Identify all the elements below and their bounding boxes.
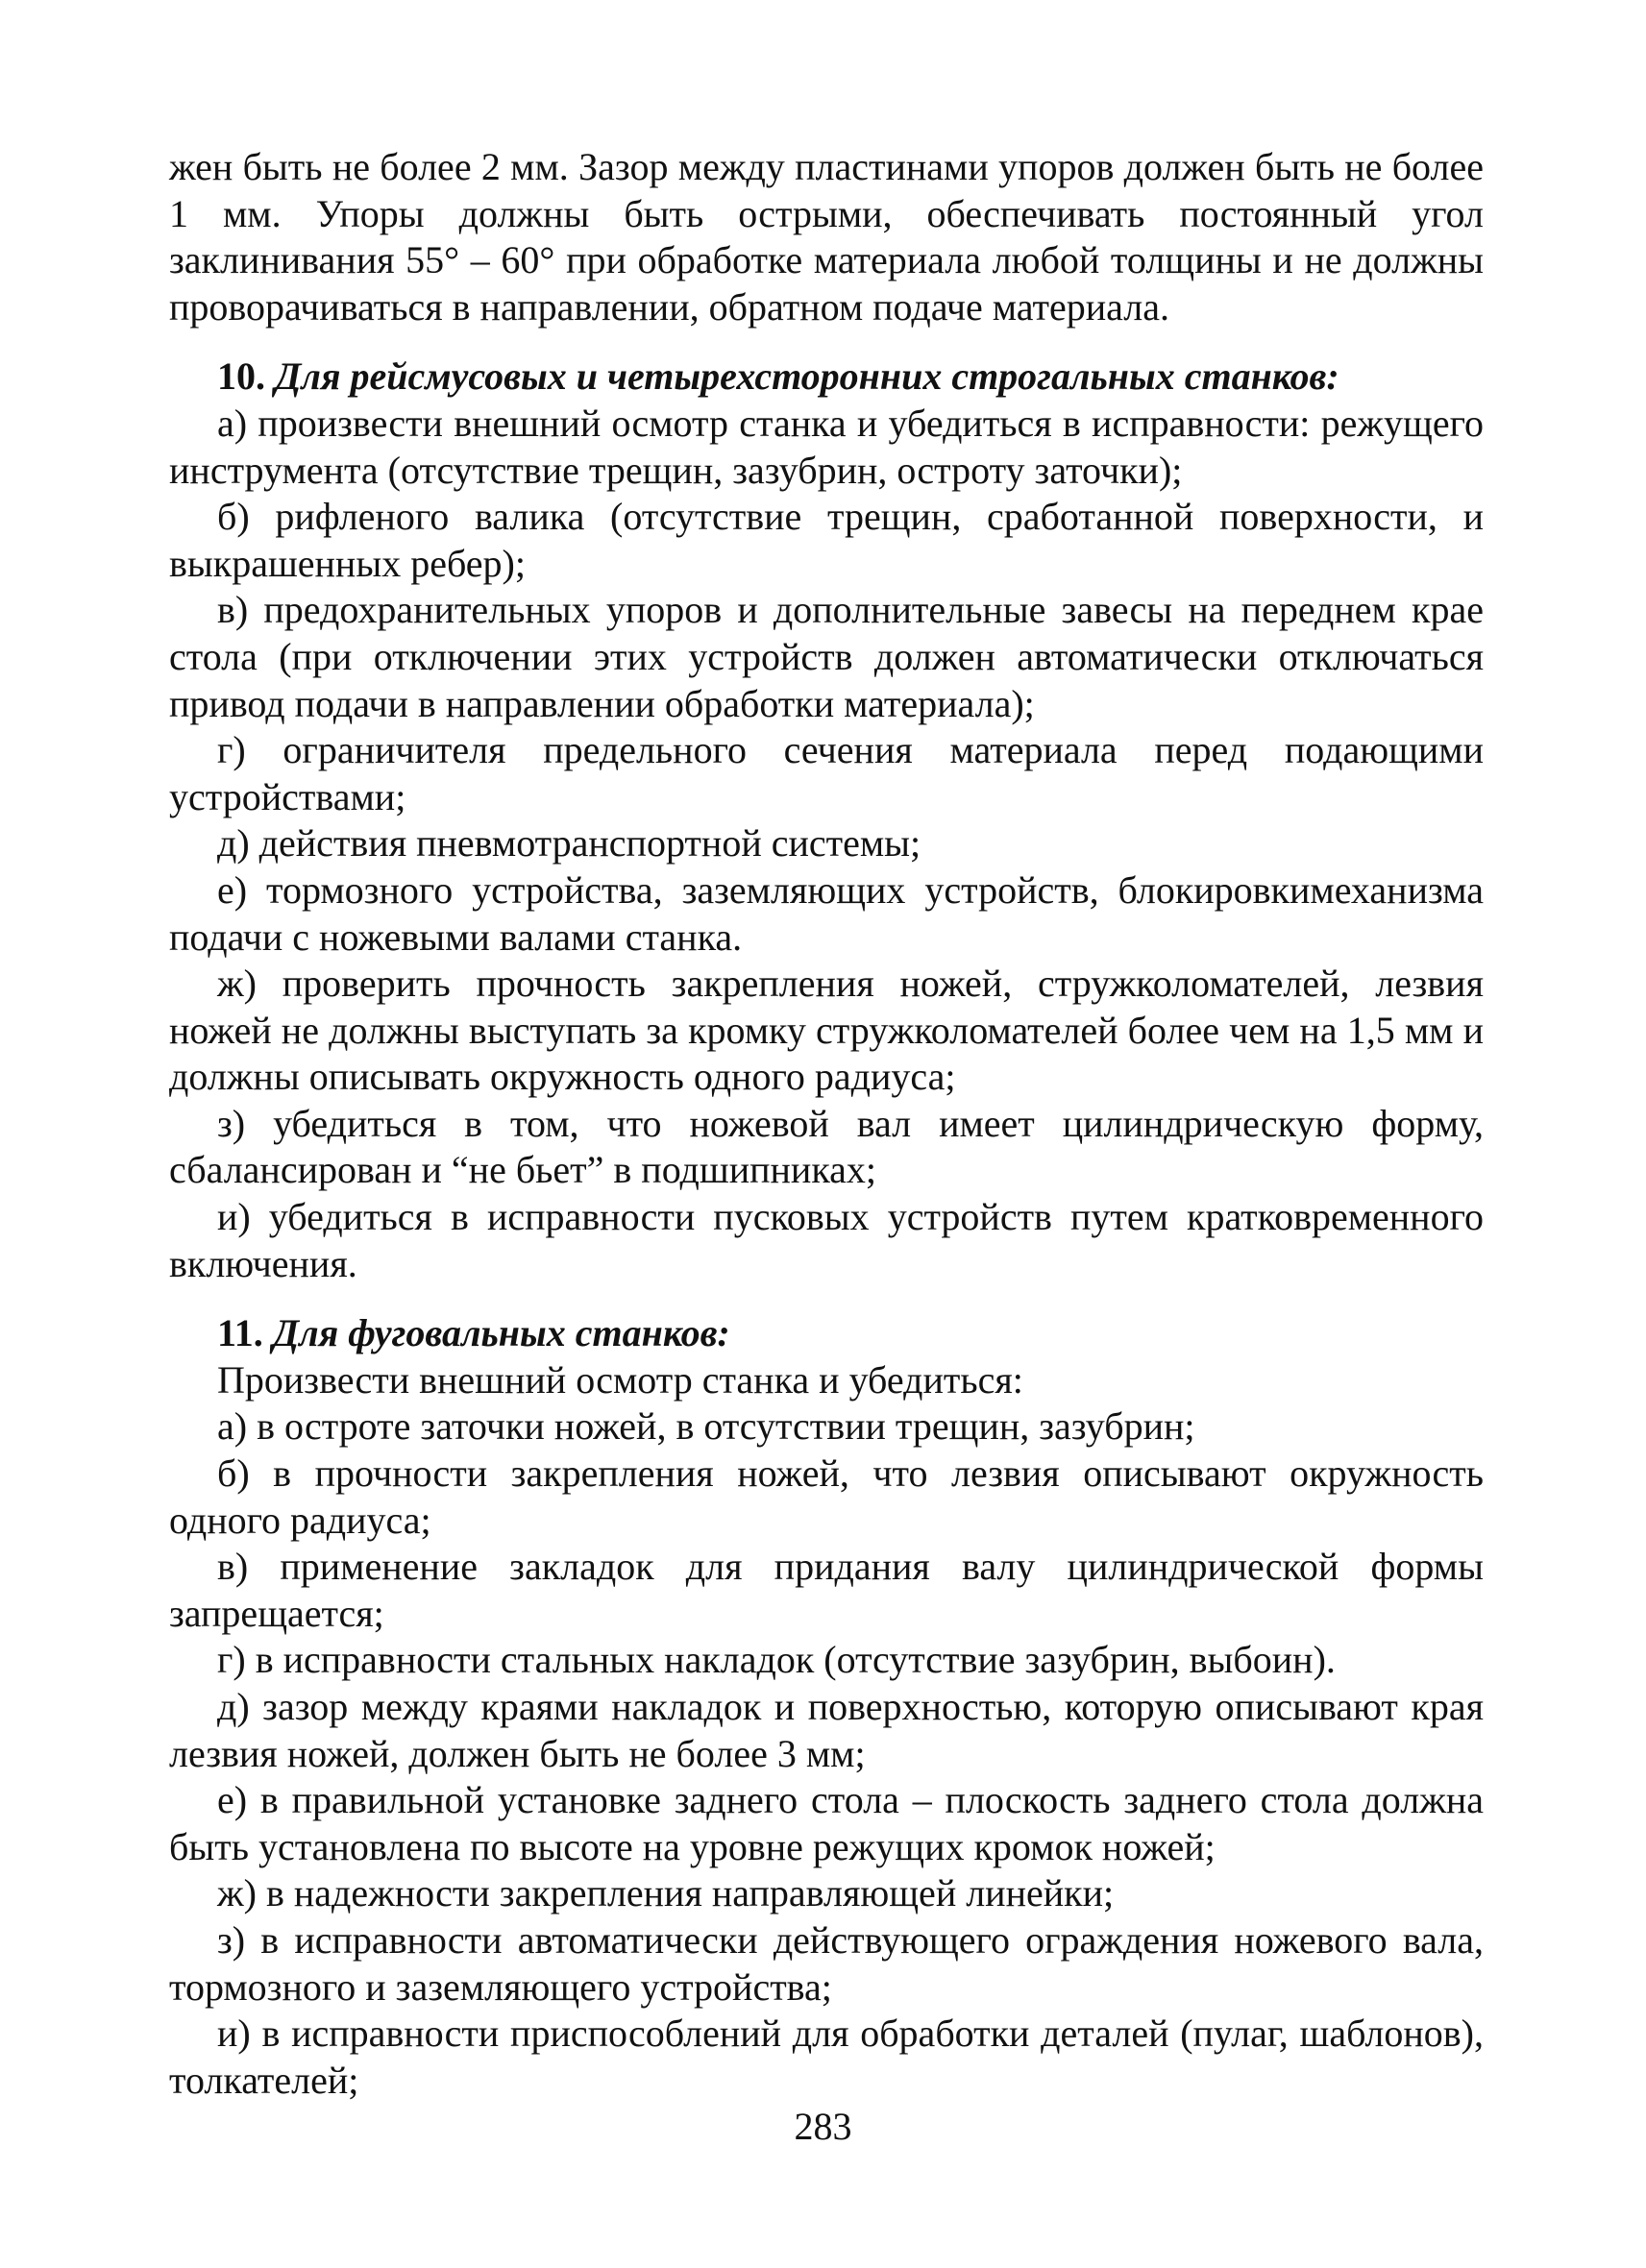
section-11-item: з) в исправности автоматически действующего ограждения ножевого вала, тормозного и заземляющего устройства; (169, 1917, 1484, 2009)
section-10-item: е) тормозного устройства, заземляющих устройств, блокировкимеханизма подачи с ножевыми валами станка. (169, 867, 1484, 959)
section-10-number: 10. (217, 354, 265, 399)
section-11-title: Для фуговальных станков: (272, 1311, 730, 1355)
section-10-item: г) ограничителя предельного сечения материала перед подающими устройствами; (169, 728, 1484, 818)
section-10-item: б) рифленого валика (отсутствие трещин, сработанной поверхности, и выкрашенных ребер); (169, 495, 1484, 585)
section-11-item: в) применение закладок для придания валу цилиндрической формы запрещается; (169, 1545, 1484, 1635)
section-11-item: б) в прочности закрепления ножей, что лезвия описывают окружность одного радиуса; (169, 1451, 1484, 1542)
section-10-item: д) действия пневмотранспортной системы; (217, 821, 921, 866)
section-10-item: з) убедиться в том, что ножевой вал имеет цилиндрическую форму, сбалансирован и “не бьет” в подшипниках; (169, 1101, 1484, 1192)
section-10-item: а) произвести внешний осмотр станка и убедиться в исправности: режущего инструмента (отсутствие трещин, зазубрин, остроту заточки); (169, 401, 1484, 492)
section-11-item: ж) в надежности закрепления направляющей линейки; (217, 1871, 1115, 1915)
section-11-heading (169, 1310, 1484, 1357)
section-11-intro: Произвести внешний осмотр станка и убедиться: (217, 1357, 1023, 1402)
section-10-item: и) убедиться в исправности пусковых устройств путем кратковременного включения. (169, 1195, 1484, 1285)
section-11-item: г) в исправности стальных накладок (отсутствие зазубрин, выбоин). (217, 1638, 1336, 1682)
section-11-item: д) зазор между краями накладок и поверхностью, которую описывают края лезвия ножей, должен быть не более 3 мм; (169, 1685, 1484, 1775)
section-11-item: а) в остроте заточки ножей, в отсутствии трещин, зазубрин; (217, 1404, 1195, 1449)
section-10-heading (169, 354, 1484, 401)
section-10-title: Для рейсмусовых и четырехсторонних строгальных станков: (275, 354, 1339, 399)
page-number: 283 (794, 2105, 852, 2148)
page-text (169, 144, 1484, 2104)
intro-paragraph: жен быть не более 2 мм. Зазор между пластинами упоров должен быть не более 1 мм. Упоры должны быть острыми, обеспечивать постоянный угол заклинивания 55° – 60° при обработке материала любой толщины и не должны проворачиваться в направлении, обратном подаче материала. (169, 145, 1484, 329)
section-10-item: ж) проверить прочность закрепления ножей, стружколомателей, лезвия ножей не должны выступать за кромку стружколомателей более чем на 1,5 мм и должны описывать окружность одного радиуса; (169, 962, 1484, 1099)
section-11-number: 11. (217, 1311, 263, 1355)
section-11-item: и) в исправности приспособлений для обработки деталей (пулаг, шаблонов), толкателей; (169, 2012, 1484, 2102)
section-10-item: в) предохранительных упоров и дополнительные завесы на переднем крае стола (при отключении этих устройств должен автоматически отключаться привод подачи в направлении обработки материала); (169, 588, 1484, 725)
section-11-item: е) в правильной установке заднего стола – плоскость заднего стола должна быть установлена по высоте на уровне режущих кромок ножей; (169, 1778, 1484, 1868)
